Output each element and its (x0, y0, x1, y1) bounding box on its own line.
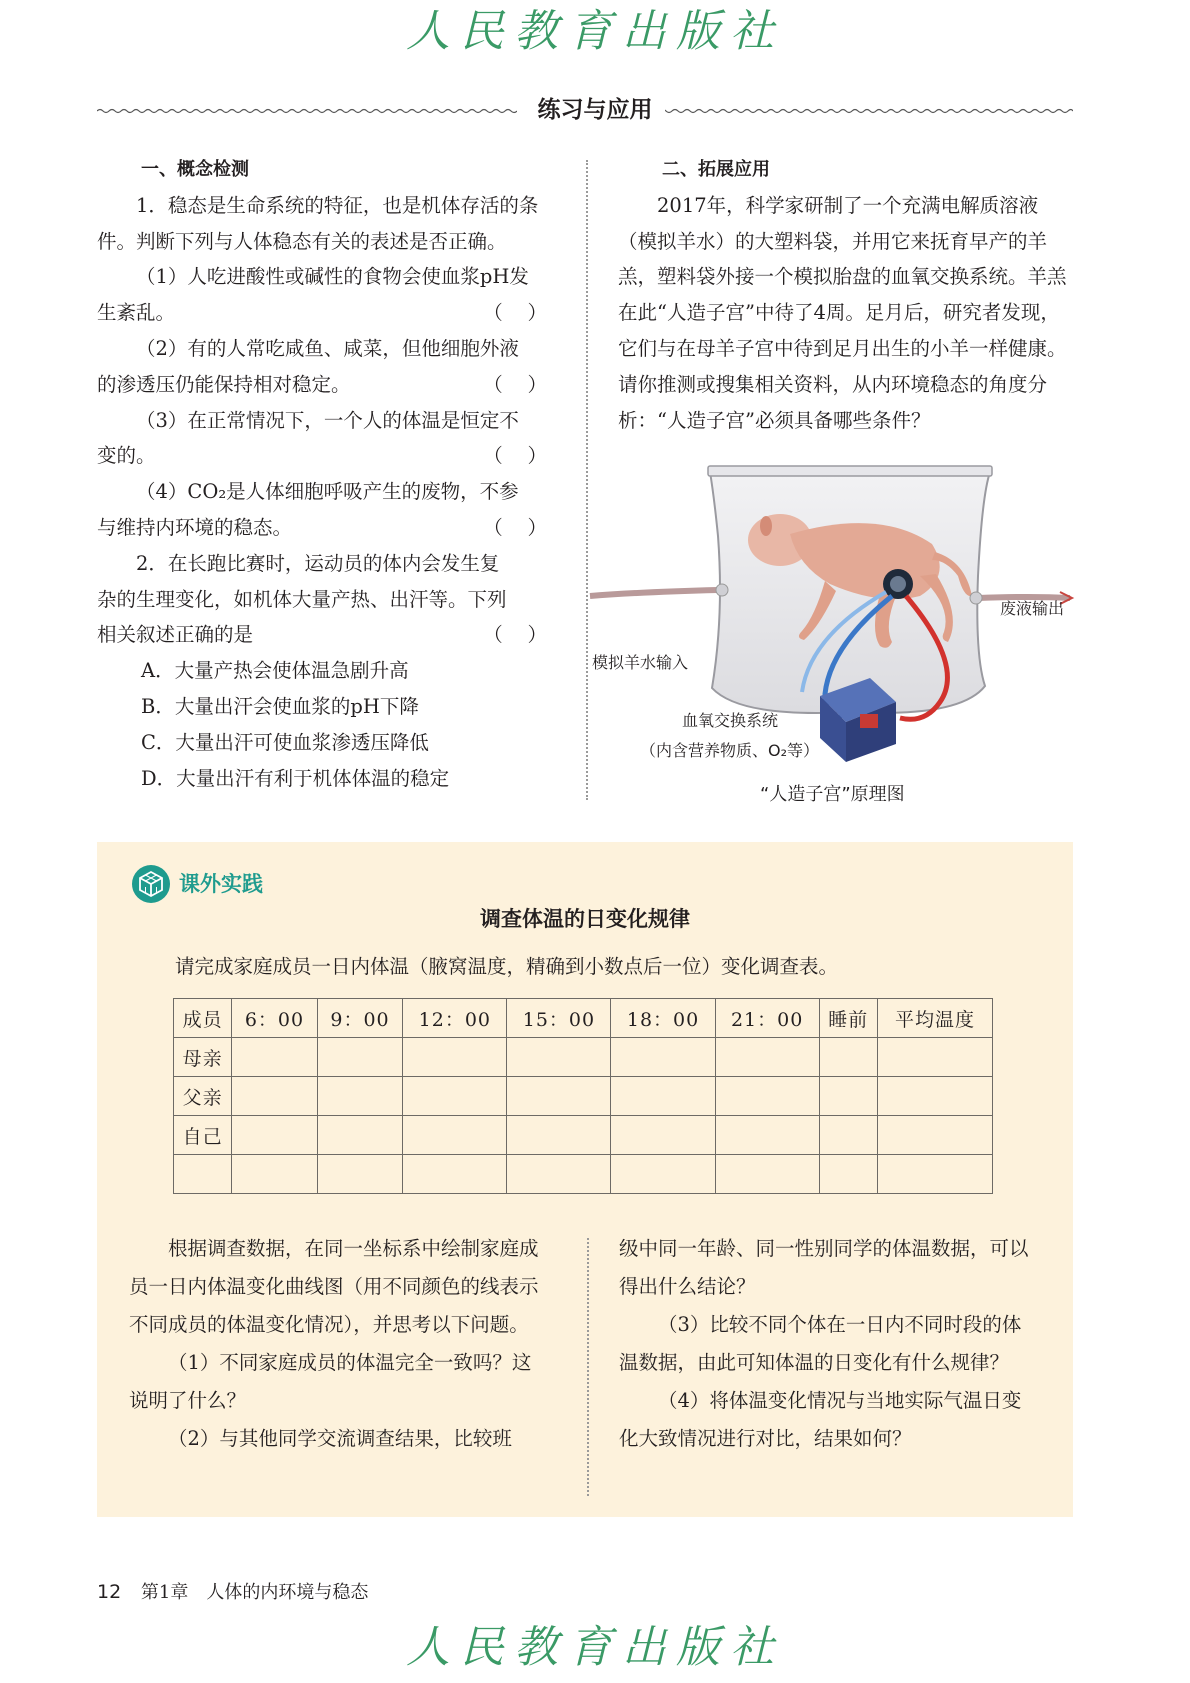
blank-cell (819, 1038, 877, 1077)
q2-line3: 相关叙述正确的是 （ ） (97, 617, 557, 653)
table-header-cell: 成员 (174, 999, 232, 1038)
blank-cell (611, 1038, 715, 1077)
q1-item-4-line1: （4）CO₂是人体细胞呼吸产生的废物，不参 (136, 480, 519, 504)
practice-question-3: （3）比较不同个体在一日内不同时段的体温数据，由此可知体温的日变化有什么规律？ (619, 1313, 1022, 1374)
blank-cell (403, 1038, 507, 1077)
blank-cell (715, 1038, 819, 1077)
row-label-cell: 父亲 (174, 1077, 232, 1116)
blank-cell (877, 1038, 992, 1077)
blank-cell (507, 1038, 611, 1077)
q1-item-3-line1: （3）在正常情况下，一个人的体温是恒定不 (136, 408, 519, 432)
right-column (618, 152, 1073, 438)
q1-item-1-line1: （1）人吃进酸性或碱性的食物会使血浆pH发 (136, 265, 529, 289)
label-exchange-note: （内含营养物质、O₂等） (640, 741, 820, 760)
table-row (174, 1155, 993, 1194)
table-header-row (174, 999, 993, 1038)
blank-cell (877, 1155, 992, 1194)
label-exchange-system: 血氧交换系统 (682, 711, 779, 730)
table-header-cell: 15：00 (507, 999, 611, 1038)
practice-question-1: （1）不同家庭成员的体温完全一致吗？这说明了什么？ (129, 1351, 532, 1412)
table-header-cell: 18：00 (611, 999, 715, 1038)
q1-item-4-line2: 与维持内环境的稳态。 （ ） (97, 510, 557, 546)
blank-cell (317, 1038, 403, 1077)
concept-heading: 一、概念检测 (141, 159, 249, 180)
answer-blank: （ ） (483, 444, 547, 468)
extension-paragraph: 2017年，科学家研制了一个充满电解质溶液（模拟羊水）的大塑料袋，并用它来抚育早产的羊羔，塑料袋外接一个模拟胎盘的血氧交换系统。羊羔在此“人造子宫”中待了4周。足月后，研究者发现，它们与在母羊子宫中待到足月出生的小羊一样健康。请你推测或搜集相关资料，从内环境稳态的角度分析：“人造子宫”必须具备哪些条件？ (618, 193, 1067, 432)
blank-cell (877, 1077, 992, 1116)
blank-cell (403, 1155, 507, 1194)
blank-cell (507, 1077, 611, 1116)
table-row (174, 1116, 993, 1155)
blank-cell (715, 1155, 819, 1194)
practice-title: 调查体温的日变化规律 (480, 907, 690, 931)
label-waste-output: 废液输出 (1000, 599, 1065, 618)
label-fluid-input: 模拟羊水输入 (592, 653, 689, 672)
blank-cell (715, 1077, 819, 1116)
blank-cell (819, 1116, 877, 1155)
chapter-title: 第1章 人体的内环境与稳态 (140, 1582, 369, 1603)
practice-question-2-cont: 级中同一年龄、同一性别同学的体温数据，可以得出什么结论？ (619, 1237, 1029, 1298)
blank-cell (819, 1077, 877, 1116)
q2-option-a: A．大量产热会使体温急剧升高 (141, 659, 409, 683)
practice-left-column (129, 1230, 549, 1458)
temperature-survey-table (173, 998, 993, 1194)
blank-cell (317, 1077, 403, 1116)
blank-cell (819, 1155, 877, 1194)
publisher-logo-top: 人民教育出版社 (406, 6, 784, 57)
practice-box (97, 842, 1073, 1517)
q1-item-3-line2: 变的。 （ ） (97, 438, 557, 474)
table-header-cell: 平均温度 (877, 999, 992, 1038)
table-row (174, 1077, 993, 1116)
blank-cell (403, 1077, 507, 1116)
blank-cell (317, 1155, 403, 1194)
extension-heading: 二、拓展应用 (662, 159, 770, 180)
table-row (174, 1038, 993, 1077)
blank-cell (611, 1116, 715, 1155)
input-tube (590, 590, 718, 596)
answer-blank: （ ） (483, 301, 547, 325)
figure-caption: “人造子宫”原理图 (760, 784, 905, 805)
blank-cell (877, 1116, 992, 1155)
section-title: 练习与应用 (0, 94, 1190, 126)
table-header-cell: 睡前 (819, 999, 877, 1038)
row-label-cell: 自己 (174, 1116, 232, 1155)
page-footer (97, 1580, 368, 1605)
answer-blank: （ ） (483, 372, 547, 396)
blank-cell (317, 1116, 403, 1155)
practice-column-divider (587, 1238, 589, 1496)
blank-cell (611, 1155, 715, 1194)
row-label-cell: 母亲 (174, 1038, 232, 1077)
practice-question-2-start: （2）与其他同学交流调查结果，比较班 (168, 1427, 512, 1450)
answer-blank: （ ） (483, 515, 547, 539)
q1-item-2-line1: （2）有的人常吃咸鱼、咸菜，但他细胞外液 (136, 336, 519, 360)
blank-cell (232, 1116, 318, 1155)
blank-cell (715, 1116, 819, 1155)
blank-cell (232, 1038, 318, 1077)
q2-line2: 杂的生理变化，如机体大量产热、出汗等。下列 (97, 587, 507, 611)
blank-cell (232, 1155, 318, 1194)
blank-cell (232, 1077, 318, 1116)
practice-right-column (619, 1230, 1039, 1458)
table-header-cell: 9：00 (317, 999, 403, 1038)
table-header-cell: 12：00 (403, 999, 507, 1038)
publisher-logo-bottom: 人民教育出版社 (406, 1622, 784, 1673)
q2-option-c: C．大量出汗可使血浆渗透压降低 (141, 730, 429, 754)
practice-badge: 课外实践 (179, 872, 263, 896)
page-number: 12 (97, 1581, 122, 1603)
row-label-cell (174, 1155, 232, 1194)
q1-item-1-line2: 生紊乱。 （ ） (97, 295, 557, 331)
blank-cell (507, 1116, 611, 1155)
blank-cell (507, 1155, 611, 1194)
left-column (97, 152, 557, 796)
practice-instruction: 请完成家庭成员一日内体温（腋窝温度，精确到小数点后一位）变化调查表。 (175, 955, 839, 978)
answer-blank: （ ） (483, 623, 547, 647)
q2-line1: 2．在长跑比赛时，运动员的体内会发生复 (136, 551, 500, 575)
table-header-cell: 21：00 (715, 999, 819, 1038)
q2-option-b: B．大量出汗会使血浆的pH下降 (141, 694, 419, 718)
q1-item-2-line2: 的渗透压仍能保持相对稳定。 （ ） (97, 367, 557, 403)
table-header-cell: 6：00 (232, 999, 318, 1038)
practice-intro-text: 根据调查数据，在同一坐标系中绘制家庭成员一日内体温变化曲线图（用不同颜色的线表示不同成员的体温变化情况），并思考以下问题。 (129, 1237, 539, 1336)
q2-option-d: D．大量出汗有利于机体体温的稳定 (141, 766, 450, 790)
cube-grid-icon (131, 864, 171, 904)
practice-question-4: （4）将体温变化情况与当地实际气温日变化大致情况进行对比，结果如何？ (619, 1389, 1022, 1450)
blank-cell (403, 1116, 507, 1155)
blank-cell (611, 1077, 715, 1116)
q1-intro: 1．稳态是生命系统的特征，也是机体存活的条件。判断下列与人体稳态有关的表述是否正确。 (97, 193, 539, 253)
